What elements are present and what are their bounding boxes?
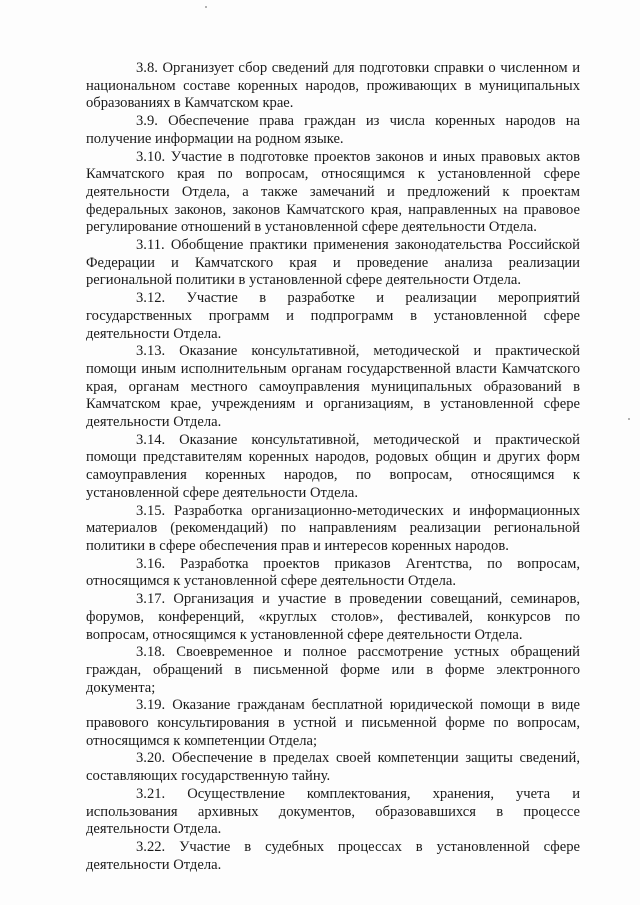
paragraph-3-18: 3.18. Своевременное и полное рассмотрение устных обращений граждан, обращений в письменной форме или в форме электронного документа; (86, 644, 580, 696)
paragraph-3-19: 3.19. Оказание гражданам бесплатной юридической помощи в виде правового консультирования в устной и письменной форме по вопросам, относящимся к компетенции Отдела; (86, 697, 580, 749)
scan-speck (628, 418, 630, 420)
paragraph-3-15: 3.15. Разработка организационно-методических и информационных материалов (рекомендаций) по направлениям реализации региональной политики в сфере обеспечения прав и интересов коренных народов. (86, 502, 580, 554)
paragraph-3-16: 3.16. Разработка проектов приказов Агентства, по вопросам, относящимся к установленной сфере деятельности Отдела. (86, 555, 580, 590)
paragraph-3-20: 3.20. Обеспечение в пределах своей компетенции защиты сведений, составляющих государственную тайну. (86, 750, 580, 785)
document-body (86, 60, 580, 874)
paragraph-3-11: 3.11. Обобщение практики применения законодательства Российской Федерации и Камчатского края и проведение анализа реализации региональной политики в установленной сфере деятельности Отдела. (86, 237, 580, 289)
paragraph-3-9: 3.9. Обеспечение права граждан из числа коренных народов на получение информации на родном языке. (86, 113, 580, 147)
paragraph-3-21: 3.21. Осуществление комплектования, хранения, учета и использования архивных документов, образовавшихся в процессе деятельности Отдела. (86, 785, 580, 838)
paragraph-3-10: 3.10. Участие в подготовке проектов законов и иных правовых актов Камчатского края по вопросам, относящимся к установленной сфере деятельности Отдела, а также замечаний и предложений к проектам федеральных законов, законов Камчатского края, направленных на правовое регулирование отношений в установленной сфере деятельности Отдела. (86, 148, 580, 236)
paragraph-3-17: 3.17. Организация и участие в проведении совещаний, семинаров, форумов, конференций, «круглых столов», фестивалей, конкурсов по вопросам, относящимся к установленной сфере деятельности Отдела. (86, 591, 580, 643)
paragraph-3-14: 3.14. Оказание консультативной, методической и практической помощи представителям коренных народов, родовых общин и других форм самоуправления коренных народов, по вопросам, относящимся к установленной сфере деятельности Отдела. (86, 431, 580, 501)
paragraph-3-8: 3.8. Организует сбор сведений для подготовки справки о численном и национальном составе коренных народов, проживающих в муниципальных образованиях в Камчатском крае. (86, 60, 580, 112)
paragraph-3-22: 3.22. Участие в судебных процессах в установленной сфере деятельности Отдела. (86, 838, 580, 873)
scan-speck (205, 6, 207, 8)
paragraph-3-12: 3.12. Участие в разработке и реализации мероприятий государственных программ и подпрограмм в установленной сфере деятельности Отдела. (86, 290, 580, 342)
paragraph-3-13: 3.13. Оказание консультативной, методической и практической помощи иным исполнительным органам государственной власти Камчатского края, органам местного самоуправления муниципальных образований в Камчатском крае, учреждениям и организациям, в установленной сфере деятельности Отдела. (86, 343, 580, 431)
